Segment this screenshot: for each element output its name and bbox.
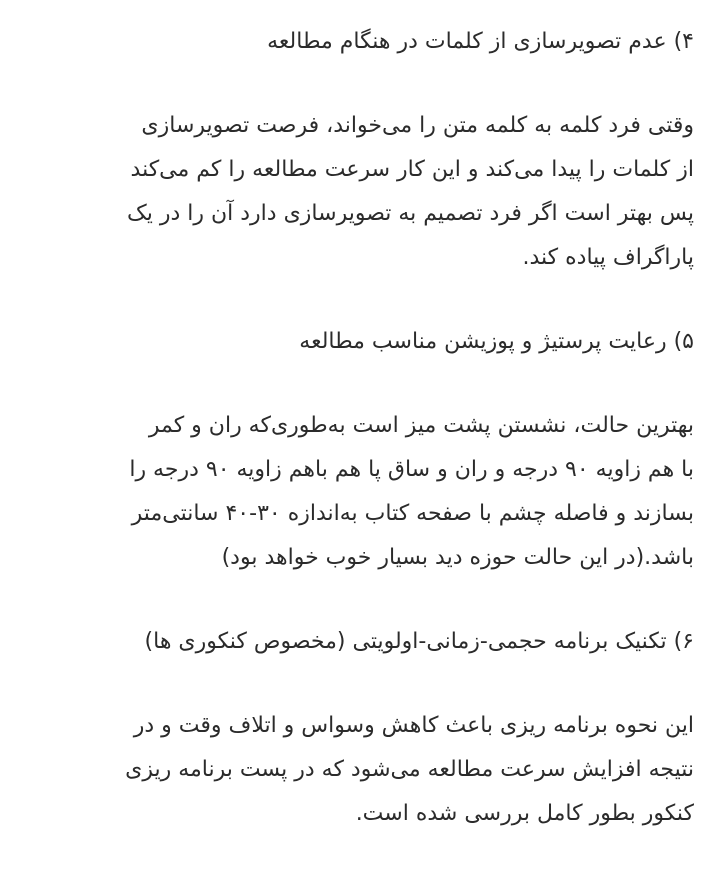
section-paragraph [40, 704, 694, 836]
paragraph-line: کنکور بطور کامل بررسی شده است. [355, 801, 694, 826]
paragraph-line: با هم زاویه ۹۰ درجه و ران و ساق پا هم باهم زاویه ۹۰ درجه را [129, 457, 694, 482]
spacer [40, 580, 694, 620]
section-heading: ۴) عدم تصویرسازی از کلمات در هنگام مطالعه [267, 29, 694, 54]
spacer [40, 664, 694, 704]
spacer [40, 64, 694, 104]
section-heading: ۵) رعایت پرستیژ و پوزیشن مناسب مطالعه [299, 329, 694, 354]
paragraph-line: نتیجه افزایش سرعت مطالعه می‌شود که در پست برنامه ریزی [125, 757, 694, 782]
paragraph-line: از کلمات را پیدا می‌کند و این کار سرعت مطالعه را کم می‌کند [130, 157, 694, 182]
paragraph-line: این نحوه برنامه ریزی باعث کاهش وسواس و اتلاف وقت و در [133, 713, 694, 738]
section-heading: ۶) تکنیک برنامه حجمی-زمانی-اولویتی (مخصوص کنکوری ها) [144, 629, 694, 654]
paragraph-line: وقتی فرد کلمه به کلمه متن را می‌خواند، فرصت تصویرسازی [141, 113, 694, 138]
paragraph-line: بهترین حالت، نشستن پشت میز است به‌طوری‌که ران و کمر [148, 413, 694, 438]
spacer [40, 280, 694, 320]
section-paragraph [40, 404, 694, 580]
paragraph-line: باشد.(در این حالت حوزه دید بسیار خوب خواهد بود) [221, 545, 694, 570]
spacer [40, 364, 694, 404]
paragraph-line: بسازند و فاصله چشم با صفحه کتاب به‌اندازه ۳۰-۴۰ سانتی‌متر [131, 501, 694, 526]
section-paragraph [40, 104, 694, 280]
paragraph-line: پاراگراف پیاده کند. [522, 245, 694, 270]
paragraph-line: پس بهتر است اگر فرد تصمیم به تصویرسازی دارد آن را در یک [127, 201, 694, 226]
